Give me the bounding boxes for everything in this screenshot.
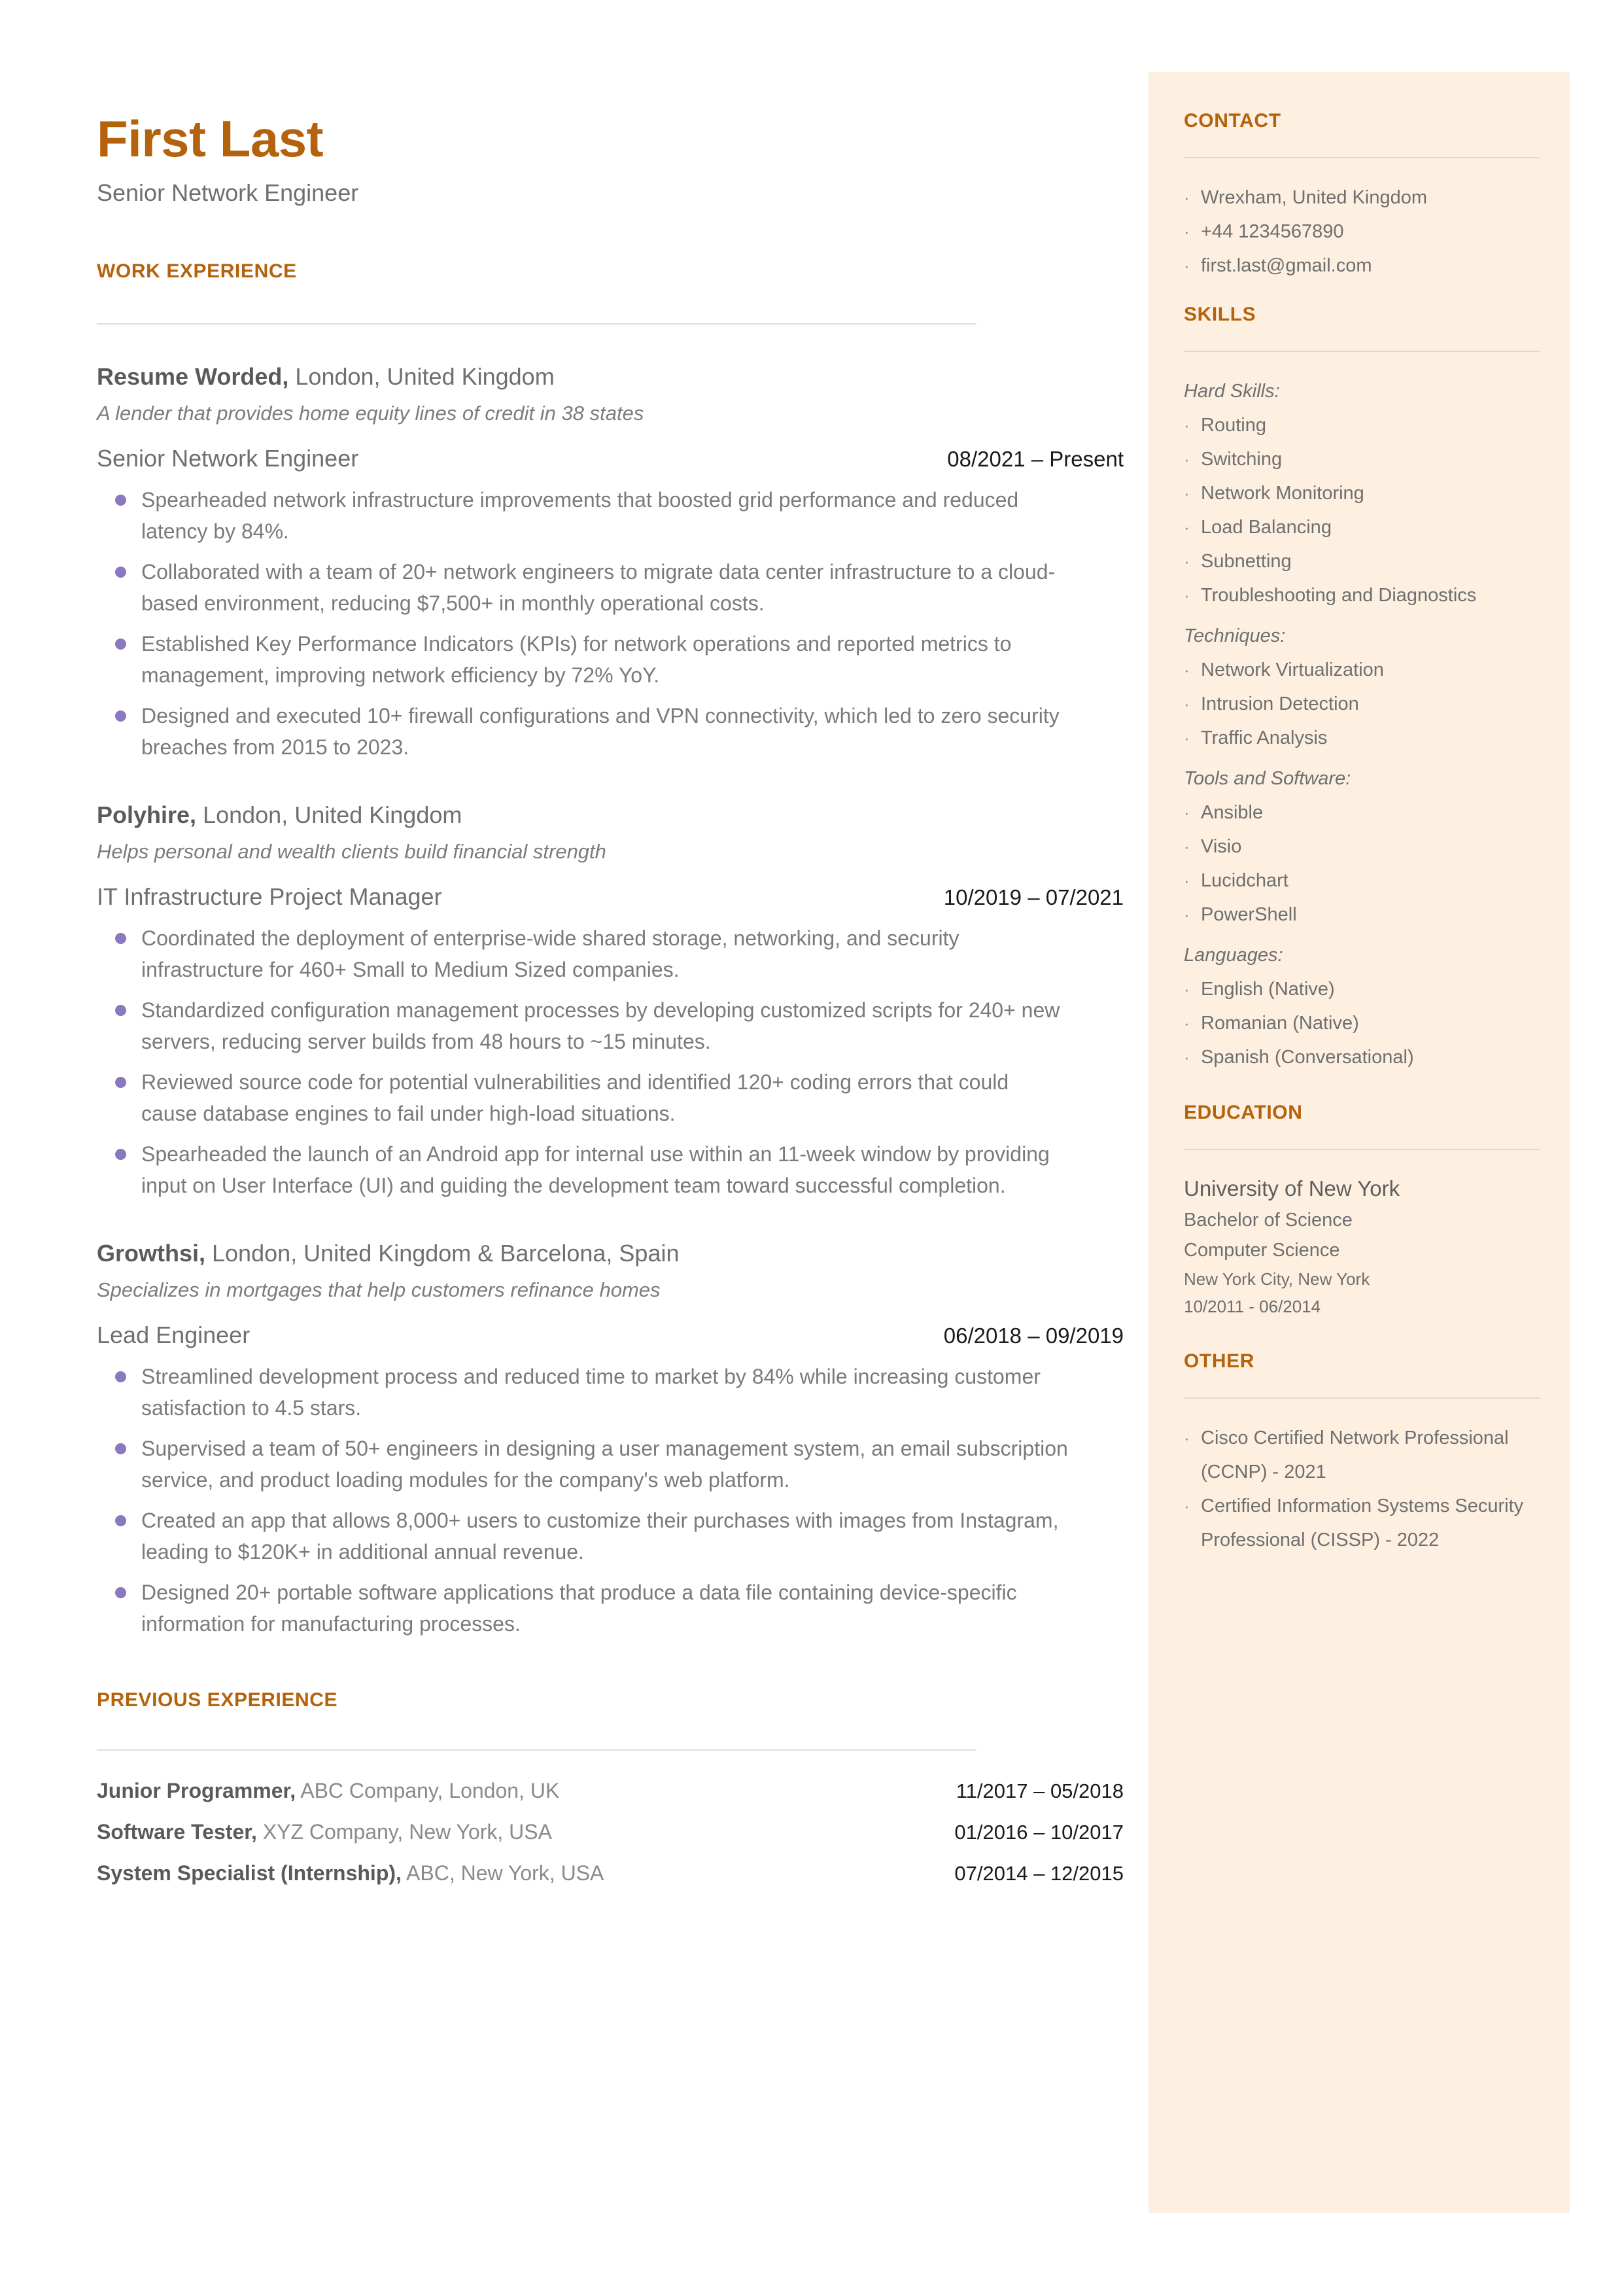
list-item-label: Ansible	[1201, 802, 1264, 823]
list-item-label: Certified Information Systems Security Professional (CISSP) - 2022	[1201, 1496, 1524, 1550]
previous-company: ABC Company, London, UK	[296, 1779, 560, 1802]
list-item	[1184, 721, 1540, 755]
company-name: Growthsi,	[97, 1240, 206, 1267]
bullet-icon: ·	[1184, 905, 1190, 924]
work-experience-entry	[97, 798, 1125, 1201]
list-item-label: Subnetting	[1201, 551, 1292, 572]
company-line	[97, 798, 1125, 832]
bullet-icon: ·	[1184, 552, 1190, 571]
main-column	[97, 111, 1125, 1890]
bullet-icon	[97, 1066, 141, 1129]
list-item-label: Troubleshooting and Diagnostics	[1201, 585, 1477, 606]
bullet-icon: ·	[1184, 1496, 1190, 1516]
education-field: Computer Science	[1184, 1240, 1340, 1261]
work-experience-entry	[97, 360, 1125, 763]
achievement-text: Spearheaded the launch of an Android app for internal use within an 11-week window by providing input on User Interface (UI) and guiding the development team toward successful completion.	[141, 1142, 1050, 1197]
skill-group-label: Techniques:	[1184, 625, 1286, 646]
list-item	[1184, 408, 1540, 442]
previous-role: System Specialist (Internship),	[97, 1861, 402, 1885]
previous-role: Software Tester,	[97, 1820, 257, 1844]
achievement-text: Established Key Performance Indicators (KPIs) for network operations and reported metrics to management, improving network efficiency by 72% YoY.	[141, 632, 1012, 687]
achievement-list	[97, 1361, 1125, 1639]
company-name: Polyhire,	[97, 801, 197, 828]
bullet-icon: ·	[1184, 483, 1190, 503]
bullet-icon	[97, 994, 141, 1057]
bullet-icon	[97, 1505, 141, 1568]
company-location: London, United Kingdom & Barcelona, Spain	[205, 1240, 680, 1267]
previous-dates: 01/2016 – 10/2017	[954, 1821, 1124, 1844]
bullet-icon: ·	[1184, 188, 1190, 207]
bullet-icon: ·	[1184, 1013, 1190, 1033]
skill-group	[1184, 938, 1540, 1074]
list-item	[1184, 1040, 1540, 1074]
list-item-label: Wrexham, United Kingdom	[1201, 187, 1428, 208]
divider	[1184, 1149, 1540, 1150]
achievement-text: Designed and executed 10+ firewall configurations and VPN connectivity, which led to zero security breaches from 2015 to 2023.	[141, 704, 1060, 759]
bullet-icon: ·	[1184, 979, 1190, 999]
job-title: Senior Network Engineer	[97, 445, 359, 472]
bullet-icon	[97, 1433, 141, 1496]
bullet-icon	[97, 700, 141, 763]
list-item	[97, 484, 1125, 547]
company-description: A lender that provides home equity lines of credit in 38 states	[97, 402, 644, 425]
list-item	[1184, 249, 1540, 283]
section-heading-education: EDUCATION	[1184, 1102, 1303, 1123]
role-row	[97, 445, 1124, 472]
bullet-icon: ·	[1184, 517, 1190, 537]
bullet-icon	[97, 484, 141, 547]
list-item	[97, 994, 1125, 1057]
list-item	[1184, 1421, 1540, 1489]
bullet-icon: ·	[1184, 1428, 1190, 1448]
company-description: Specializes in mortgages that help customers refinance homes	[97, 1278, 661, 1301]
achievement-text: Designed 20+ portable software applications that produce a data file containing device-specific information for manufacturing processes.	[141, 1581, 1017, 1636]
list-item	[1184, 1006, 1540, 1040]
role-row	[97, 1322, 1124, 1349]
education-entry	[1184, 1172, 1540, 1320]
contact-list	[1184, 181, 1540, 283]
bullet-icon: ·	[1184, 222, 1190, 241]
previous-dates: 07/2014 – 12/2015	[954, 1862, 1124, 1885]
skill-group	[1184, 374, 1540, 612]
previous-role: Junior Programmer,	[97, 1779, 296, 1802]
list-item	[1184, 544, 1540, 578]
list-item-label: Romanian (Native)	[1201, 1013, 1359, 1034]
skill-group-label: Tools and Software:	[1184, 768, 1351, 789]
bullet-icon	[97, 1361, 141, 1424]
section-heading-other: OTHER	[1184, 1350, 1254, 1372]
previous-role-line	[97, 1774, 559, 1807]
list-item	[1184, 442, 1540, 476]
education-degree: Bachelor of Science	[1184, 1210, 1353, 1231]
page-title: First Last	[97, 110, 324, 167]
list-item-label: Switching	[1201, 449, 1283, 470]
job-title: IT Infrastructure Project Manager	[97, 883, 442, 910]
company-description: Helps personal and wealth clients build financial strength	[97, 840, 606, 863]
bullet-icon	[97, 1138, 141, 1201]
bullet-icon: ·	[1184, 871, 1190, 890]
skill-group	[1184, 762, 1540, 932]
previous-role-line	[97, 1857, 604, 1889]
list-item	[97, 1066, 1125, 1129]
bullet-icon: ·	[1184, 803, 1190, 822]
education-dates: 10/2011 - 06/2014	[1184, 1297, 1321, 1316]
previous-company: XYZ Company, New York, USA	[256, 1820, 552, 1844]
achievement-text: Reviewed source code for potential vulnerabilities and identified 120+ coding errors that could cause database engines to fail under high-load situations.	[141, 1070, 1009, 1125]
achievement-text: Streamlined development process and reduced time to market by 84% while increasing customer satisfaction to 4.5 stars.	[141, 1365, 1041, 1420]
bullet-icon: ·	[1184, 586, 1190, 605]
bullet-icon: ·	[1184, 728, 1190, 748]
list-item-label: first.last@gmail.com	[1201, 255, 1372, 276]
achievement-list	[97, 484, 1125, 763]
list-item-label: +44 1234567890	[1201, 221, 1344, 242]
achievement-list	[97, 922, 1125, 1201]
skill-group	[1184, 619, 1540, 755]
bullet-icon: ·	[1184, 660, 1190, 680]
bullet-icon	[97, 1577, 141, 1639]
list-item	[97, 922, 1125, 985]
company-line	[97, 360, 1125, 394]
achievement-text: Coordinated the deployment of enterprise-wide shared storage, networking, and security infrastructure for 460+ Small to Medium Sized companies.	[141, 926, 959, 981]
section-heading-work-experience: WORK EXPERIENCE	[97, 260, 297, 282]
section-heading-previous-experience: PREVIOUS EXPERIENCE	[97, 1689, 338, 1711]
list-item-label: Spanish (Conversational)	[1201, 1047, 1414, 1068]
achievement-text: Spearheaded network infrastructure improvements that boosted grid performance and reduced latency by 84%.	[141, 488, 1019, 543]
work-experience-list	[97, 360, 1125, 1639]
previous-company: ABC, New York, USA	[401, 1861, 604, 1885]
education-school: University of New York	[1184, 1176, 1400, 1200]
list-item	[97, 1138, 1125, 1201]
list-item-label: Network Virtualization	[1201, 659, 1384, 680]
job-dates: 08/2021 – Present	[947, 447, 1124, 471]
list-item-label: Load Balancing	[1201, 517, 1332, 538]
bullet-icon: ·	[1184, 256, 1190, 275]
previous-experience-row	[97, 1774, 1124, 1808]
job-dates: 06/2018 – 09/2019	[943, 1323, 1124, 1348]
previous-dates: 11/2017 – 05/2018	[956, 1779, 1124, 1802]
list-item	[1184, 687, 1540, 721]
list-item-label: Cisco Certified Network Professional (CCNP) - 2021	[1201, 1428, 1509, 1482]
list-item	[1184, 830, 1540, 864]
achievement-text: Standardized configuration management processes by developing customized scripts for 240+ new servers, reducing server builds from 48 hours to ~15 minutes.	[141, 998, 1060, 1053]
list-item	[1184, 181, 1540, 215]
list-item	[97, 1577, 1125, 1639]
sidebar	[1149, 72, 1570, 2213]
list-item	[1184, 578, 1540, 612]
section-heading-contact: CONTACT	[1184, 110, 1281, 131]
divider	[97, 1749, 976, 1751]
achievement-text: Collaborated with a team of 20+ network engineers to migrate data center infrastructure to a cloud-based environment, reducing $7,500+ in monthly operational costs.	[141, 560, 1056, 615]
company-location: London, United Kingdom	[288, 363, 555, 390]
company-line	[97, 1236, 1125, 1270]
list-item	[1184, 653, 1540, 687]
divider	[97, 323, 976, 324]
skill-group-label: Hard Skills:	[1184, 381, 1280, 402]
bullet-icon	[97, 922, 141, 985]
company-location: London, United Kingdom	[196, 801, 462, 828]
job-title: Lead Engineer	[97, 1322, 251, 1348]
other-list	[1184, 1421, 1540, 1557]
bullet-icon	[97, 628, 141, 691]
list-item	[1184, 215, 1540, 249]
list-item	[1184, 972, 1540, 1006]
divider	[1184, 351, 1540, 352]
achievement-text: Created an app that allows 8,000+ users to customize their purchases with images from Instagram, leading to $120K+ in additional annual revenue.	[141, 1509, 1059, 1564]
skills-list	[1184, 374, 1540, 1074]
bullet-icon: ·	[1184, 694, 1190, 714]
previous-experience-list	[97, 1774, 1125, 1890]
bullet-icon: ·	[1184, 449, 1190, 469]
skill-group-label: Languages:	[1184, 945, 1283, 966]
list-item	[1184, 510, 1540, 544]
list-item	[97, 1361, 1125, 1424]
work-experience-entry	[97, 1236, 1125, 1639]
achievement-text: Supervised a team of 50+ engineers in designing a user management system, an email subscription service, and product loading modules for the company's web platform.	[141, 1437, 1068, 1492]
list-item	[97, 628, 1125, 691]
list-item-label: Lucidchart	[1201, 870, 1288, 891]
divider	[1184, 1397, 1540, 1399]
list-item-label: PowerShell	[1201, 904, 1297, 925]
list-item-label: Traffic Analysis	[1201, 727, 1328, 748]
section-heading-skills: SKILLS	[1184, 304, 1256, 325]
list-item	[1184, 864, 1540, 898]
previous-experience-row	[97, 1815, 1124, 1849]
professional-title: Senior Network Engineer	[97, 179, 359, 206]
company-name: Resume Worded,	[97, 363, 289, 390]
list-item-label: Intrusion Detection	[1201, 693, 1359, 714]
list-item	[1184, 796, 1540, 830]
list-item	[97, 556, 1125, 619]
education-location: New York City, New York	[1184, 1269, 1370, 1289]
list-item	[1184, 898, 1540, 932]
list-item-label: Network Monitoring	[1201, 483, 1364, 504]
bullet-icon: ·	[1184, 837, 1190, 856]
previous-experience-row	[97, 1857, 1124, 1890]
list-item-label: Visio	[1201, 836, 1242, 857]
list-item-label: English (Native)	[1201, 979, 1335, 1000]
list-item	[97, 700, 1125, 763]
bullet-icon: ·	[1184, 1047, 1190, 1067]
job-dates: 10/2019 – 07/2021	[943, 885, 1124, 909]
list-item	[97, 1505, 1125, 1568]
divider	[1184, 157, 1540, 158]
list-item-label: Routing	[1201, 415, 1266, 436]
role-row	[97, 883, 1124, 911]
previous-role-line	[97, 1815, 552, 1848]
bullet-icon: ·	[1184, 415, 1190, 435]
list-item	[97, 1433, 1125, 1496]
bullet-icon	[97, 556, 141, 619]
list-item	[1184, 476, 1540, 510]
list-item	[1184, 1489, 1540, 1557]
